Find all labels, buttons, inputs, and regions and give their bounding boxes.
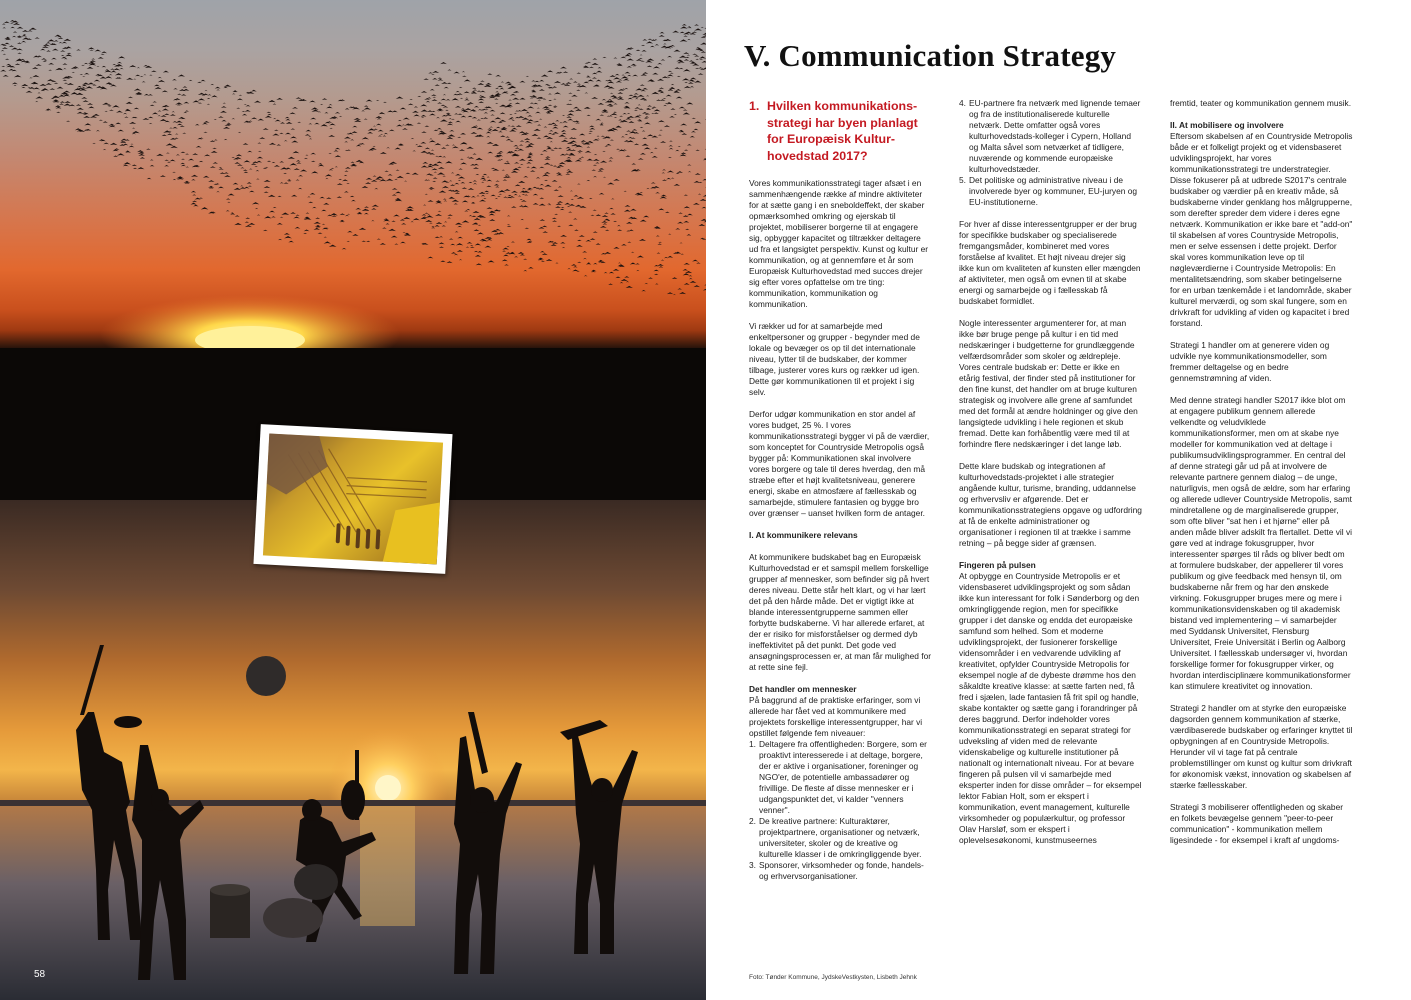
text-column-2 xyxy=(959,98,1142,857)
paragraph: Strategi 3 mobiliserer offentligheden og skaber en folkets bevægelse gennem "peer-to-peer communication" - kommunikation mellem ligesindede - for eksempel i kraft af ungdoms- xyxy=(1170,802,1344,845)
section-heading: II. At mobilisere og involvere xyxy=(1170,120,1284,130)
subsection-heading: Det handler om mennesker xyxy=(749,684,857,694)
list-item: 1. Deltagere fra offentligheden: Borgere, som er proaktivt interesserede i at deltage, borgere, der er aktive i organisationer, foreninger og NGO'er, de potentielle ambassadører og frivillige. De fleste af disse mennesker er i udgangspunktet det, vi kalder "venners venner". xyxy=(749,739,927,815)
text-column-1 xyxy=(749,98,932,893)
lace-pattern-illustration xyxy=(263,434,443,565)
bird-flock-illustration xyxy=(0,0,706,500)
question-heading xyxy=(749,98,932,164)
paragraph: Med denne strategi handler S2017 ikke blot om at engagere publikum gennem allerede velkendte og veludviklede kommunikationsformer, men om at skabe nye modeller for kommunikation ved at deltage i publikumsudviklingsprogrammer. En central del af denne strategi går ud på at involvere de relevante partnere gennem dialog – de unge, naturligvis, men også de ældre, som har erfaring og allerede udlever Countryside Metropolis, samt mindretallene og de marginaliserede grupper, som ofte bliver "sat hen i et hjørne" eller på anden måde bliver adskilt fra flertallet. Dette vil vi gøre ved at indrage fokusgrupper, hvor interessenter spørges til råds og bliver bedt om at formulere budskaber, der appellerer til vores publikum og give feedback med hensyn til, om budskaberne når frem og har den ønskede virkning. Fokusgrupper bruges mere og mere i kommunikationsvidenskaben og til akademisk bistand ved implementering – vi samarbejder med Syddansk Universitet, Flensburg Universitet, Freie Universität i Berlin og Aalborg Universitet. I fællesskab undersøger vi, hvordan forskellige former for fokusgrupper virker, og hvordan interdisciplinære kommunikationsformer kan stimulere kreativitet og innovation. xyxy=(1170,395,1353,691)
list-item: 3. Sponsorer, virksomheder og fonde, handels- og erhvervsorganisationer. xyxy=(749,860,924,881)
paragraph: Strategi 1 handler om at generere viden og udvikle nye kommunikationsmodeller, som fremmer deltagelse og en bedre gennemstrømning af viden. xyxy=(1170,340,1330,383)
musicians-sea-sunset-photo xyxy=(0,500,706,1000)
text-page xyxy=(706,0,1411,1000)
question-number: 1. xyxy=(749,99,760,113)
section-heading: I. At kommunikere relevans xyxy=(749,530,858,540)
musicians-silhouette-illustration xyxy=(0,500,706,1000)
paragraph: Vi rækker ud for at samarbejde med enkeltpersoner og grupper - begynder med de lokale og bevæger os op til det internationale niveau, lytter til de budskaber, der kommer tilbage, justerer vores kurs og rækker ud igen. Dette gør kommunikationen til et projekt i sig selv. xyxy=(749,321,920,397)
list-item: 2. De kreative partnere: Kulturaktører, projektpartnere, organisationer og netværk, universiteter, skoler og de kreative og kulturelle klasser i de omkringliggende byer. xyxy=(749,816,922,859)
paragraph: At kommunikere budskabet bag en Europæisk Kulturhovedstad er et samspil mellem forskellige grupper af mennesker, som befinder sig på hvert deres niveau. Dette står helt klart, og vi har lært det på den hårde måde. Det er vigtigt ikke at blande interessentgrupperne sammen eller forbytte budskaberne. Vi har allerede erfaret, at der er risiko for misforståelser og dermed dyb ineffektivitet på det punkt. Det gode ved ansøgningsprocessen er, at man får mulighed for at rette sine fejl. xyxy=(749,552,932,672)
bobbin-lace-image xyxy=(263,434,443,565)
text-column-3 xyxy=(1170,98,1353,857)
paragraph: fremtid, teater og kommunikation gennem musik. xyxy=(1170,98,1352,108)
question-text: Hvilken kommunikations-strategi har byen planlagt for Europæisk Kultur-hovedstad 2017? xyxy=(767,99,918,163)
paragraph: At opbygge en Countryside Metropolis er et vidensbaseret udviklingsprojekt og som sådan ikke kun interessant for folk i Sønderborg og den omkringliggende region, men for specifikke grupper i det danske og endda det europæiske samfund som helhed. Som et moderne udviklingsprojekt, der fusionerer forskellige vidensområder i en vedvarende udvikling af kreativitet, opfylder Countryside Metropolis for eksempel nogle af de dybeste drømme hos den såkaldte kreative klasse: at sætte farten ned, få fred i sjælen, lade fantasien få frit spil og handle, skabe kontakter og sætte gang i forandringer på deres baggrund. Derfor indeholder vores kommunikationsstrategi en separat strategi for udveksling af viden med de relevante videnskabelige og kulturelle institutioner på nationalt og internationalt niveau. For at bevare fingeren på pulsen vil vi samarbejde med eksperter inden for disse områder – for eksempel lektor Fabian Holt, som er ekspert i kommunikation, event management, kulturelle virksomheder og populærkultur, og professor Olav Harsløf, som er ekspert i oplevelsesøkonomi, kunstmuseernes xyxy=(959,571,1142,845)
subsection-heading: Fingeren på pulsen xyxy=(959,560,1036,570)
page-number: 58 xyxy=(34,969,46,980)
lace-making-inset-photo xyxy=(253,424,452,574)
stakeholder-list-continued xyxy=(959,98,1142,208)
paragraph: Derfor udgør kommunikation en stor andel af vores budget, 25 %. I vores kommunikationsstrategi bygger vi på de værdier, som konceptet for Countryside Metropolis også bygger på: Kommunikationen skal involvere vores borgere og tale til deres hverdag, den må stræbe efter et højt kvalitetsniveau, generere energi, skabe en atmosfære af fællesskab og samarbejde, stimulere fantasien og bygge bro over grænser – uanset hvilken form de antager. xyxy=(749,409,930,518)
bird-flock-sunset-photo xyxy=(0,0,706,500)
paragraph: Nogle interessenter argumenterer for, at man ikke bør bruge penge på kultur i en tid med nedskæringer i budgetterne for grundlæggende velfærdsområder som skoler og ældrepleje. Vores centrale budskab er: Dette er ikke en etårig festival, der finder sted på institutioner for den fine kunst, det handler om at bruge kulturen strategisk og involvere alle grene af samfundet med det formål at ændre holdninger og give den langsigtede udvikling i hele regionen et skub fremad. Dette kan forhåbentlig være med til at forhindre flere nedskæringer i det lange løb. xyxy=(959,318,1138,449)
page-title: V. Communication Strategy xyxy=(744,38,1117,73)
paragraph: Strategi 2 handler om at styrke den europæiske dagsorden gennem kommunikation af stærke, værdibaserede budskaber og erfaringer knyttet til opbygningen af en Countryside Metropolis. Herunder vil vi tage fat på centrale problemstillinger om kunst og kultur som drivkraft for økonomisk vækst, innovation og skabelsen af stærke fællesskaber. xyxy=(1170,703,1353,790)
list-item: 5. Det politiske og administrative niveau i de involverede byer og kommuner, EU-juryen og EU-institutionerne. xyxy=(959,175,1138,207)
list-item: 4. EU-partnere fra netværk med lignende temaer og fra de institutionaliserede kulturelle netværk. Dette omfatter også vores kulturhovedstads-kolleger i Cypern, Holland og Malta såvel som netværket af tidligere, nuværende og kommende europæiske kulturhovedstæder. xyxy=(959,98,1141,174)
paragraph: På baggrund af de praktiske erfaringer, som vi allerede har fået ved at kommunikere med projektets forskellige interessentgrupper, har vi opstillet følgende fem niveauer: xyxy=(749,695,923,738)
stakeholder-list xyxy=(749,739,932,882)
paragraph: Vores kommunikationsstrategi tager afsæt i en sammenhængende række af mindre aktiviteter for at sætte gang i en sneboldeffekt, der skaber opmærksomhed omkring og ejerskab til projektet, mobiliserer borgerne til at engagere sig, opbygger kapacitet og tiltrækker deltagere ud fra et langsigtet perspektiv. Kunst og kultur er kommunikation, og at gennemføre et år som Europæisk Kulturhovedstad med succes drejer sig efter vores opfattelse om tre ting: kommunikation, kommunikation og kommunikation. xyxy=(749,178,929,309)
paragraph: For hver af disse interessentgrupper er der brug for specifikke budskaber og specialiserede fremgangsmåder, kombineret med vores forståelse af kvalitet. Et højt niveau drejer sig ikke kun om kvaliteten af kunsten eller mængden af aktiviteter, men også om evnen til at skabe energi og samarbejde og i fællesskab få budskabet formidlet. xyxy=(959,219,1141,306)
paragraph: Eftersom skabelsen af en Countryside Metropolis både er et folkeligt projekt og et vidensbaseret udviklingsprojekt, har vores kommunikationsstrategi tre understrategier. Disse fokuserer på at udbrede S2017's centrale budskaber og værdier på en kreativ måde, så budskaberne vinder genklang hos målgrupperne, som derefter spreder dem videre i deres egne netværk. Kommunikation er ikke bare et "add-on" til skabelsen af vores Countryside Metropolis, men er selve essensen i dette projekt. Derfor skal vores kommunikation leve op til nøgleværdierne i Countryside Metropolis: En mentalitetsændring, som skaber betingelserne for en urban tænkemåde i et landområde, skaber kulturel merværdi, og som skal fungere, som en drivkraft for udvikling af viden og kapacitet i bred forstand. xyxy=(1170,131,1353,328)
paragraph: Dette klare budskab og integrationen af kulturhovedstads-projektet i alle strategier angående kultur, turisme, branding, uddannelse og erhvervsliv er afgørende. Det er kommunikationsstrategiens opgave og udfordring at få de enkelte administrationer og organisationer i regionen til at trække i samme retning – på begge sider af grænsen. xyxy=(959,461,1142,548)
photo-credit-caption: Foto: Tønder Kommune, JydskeVestkysten, Lisbeth Jehnk xyxy=(749,974,917,981)
